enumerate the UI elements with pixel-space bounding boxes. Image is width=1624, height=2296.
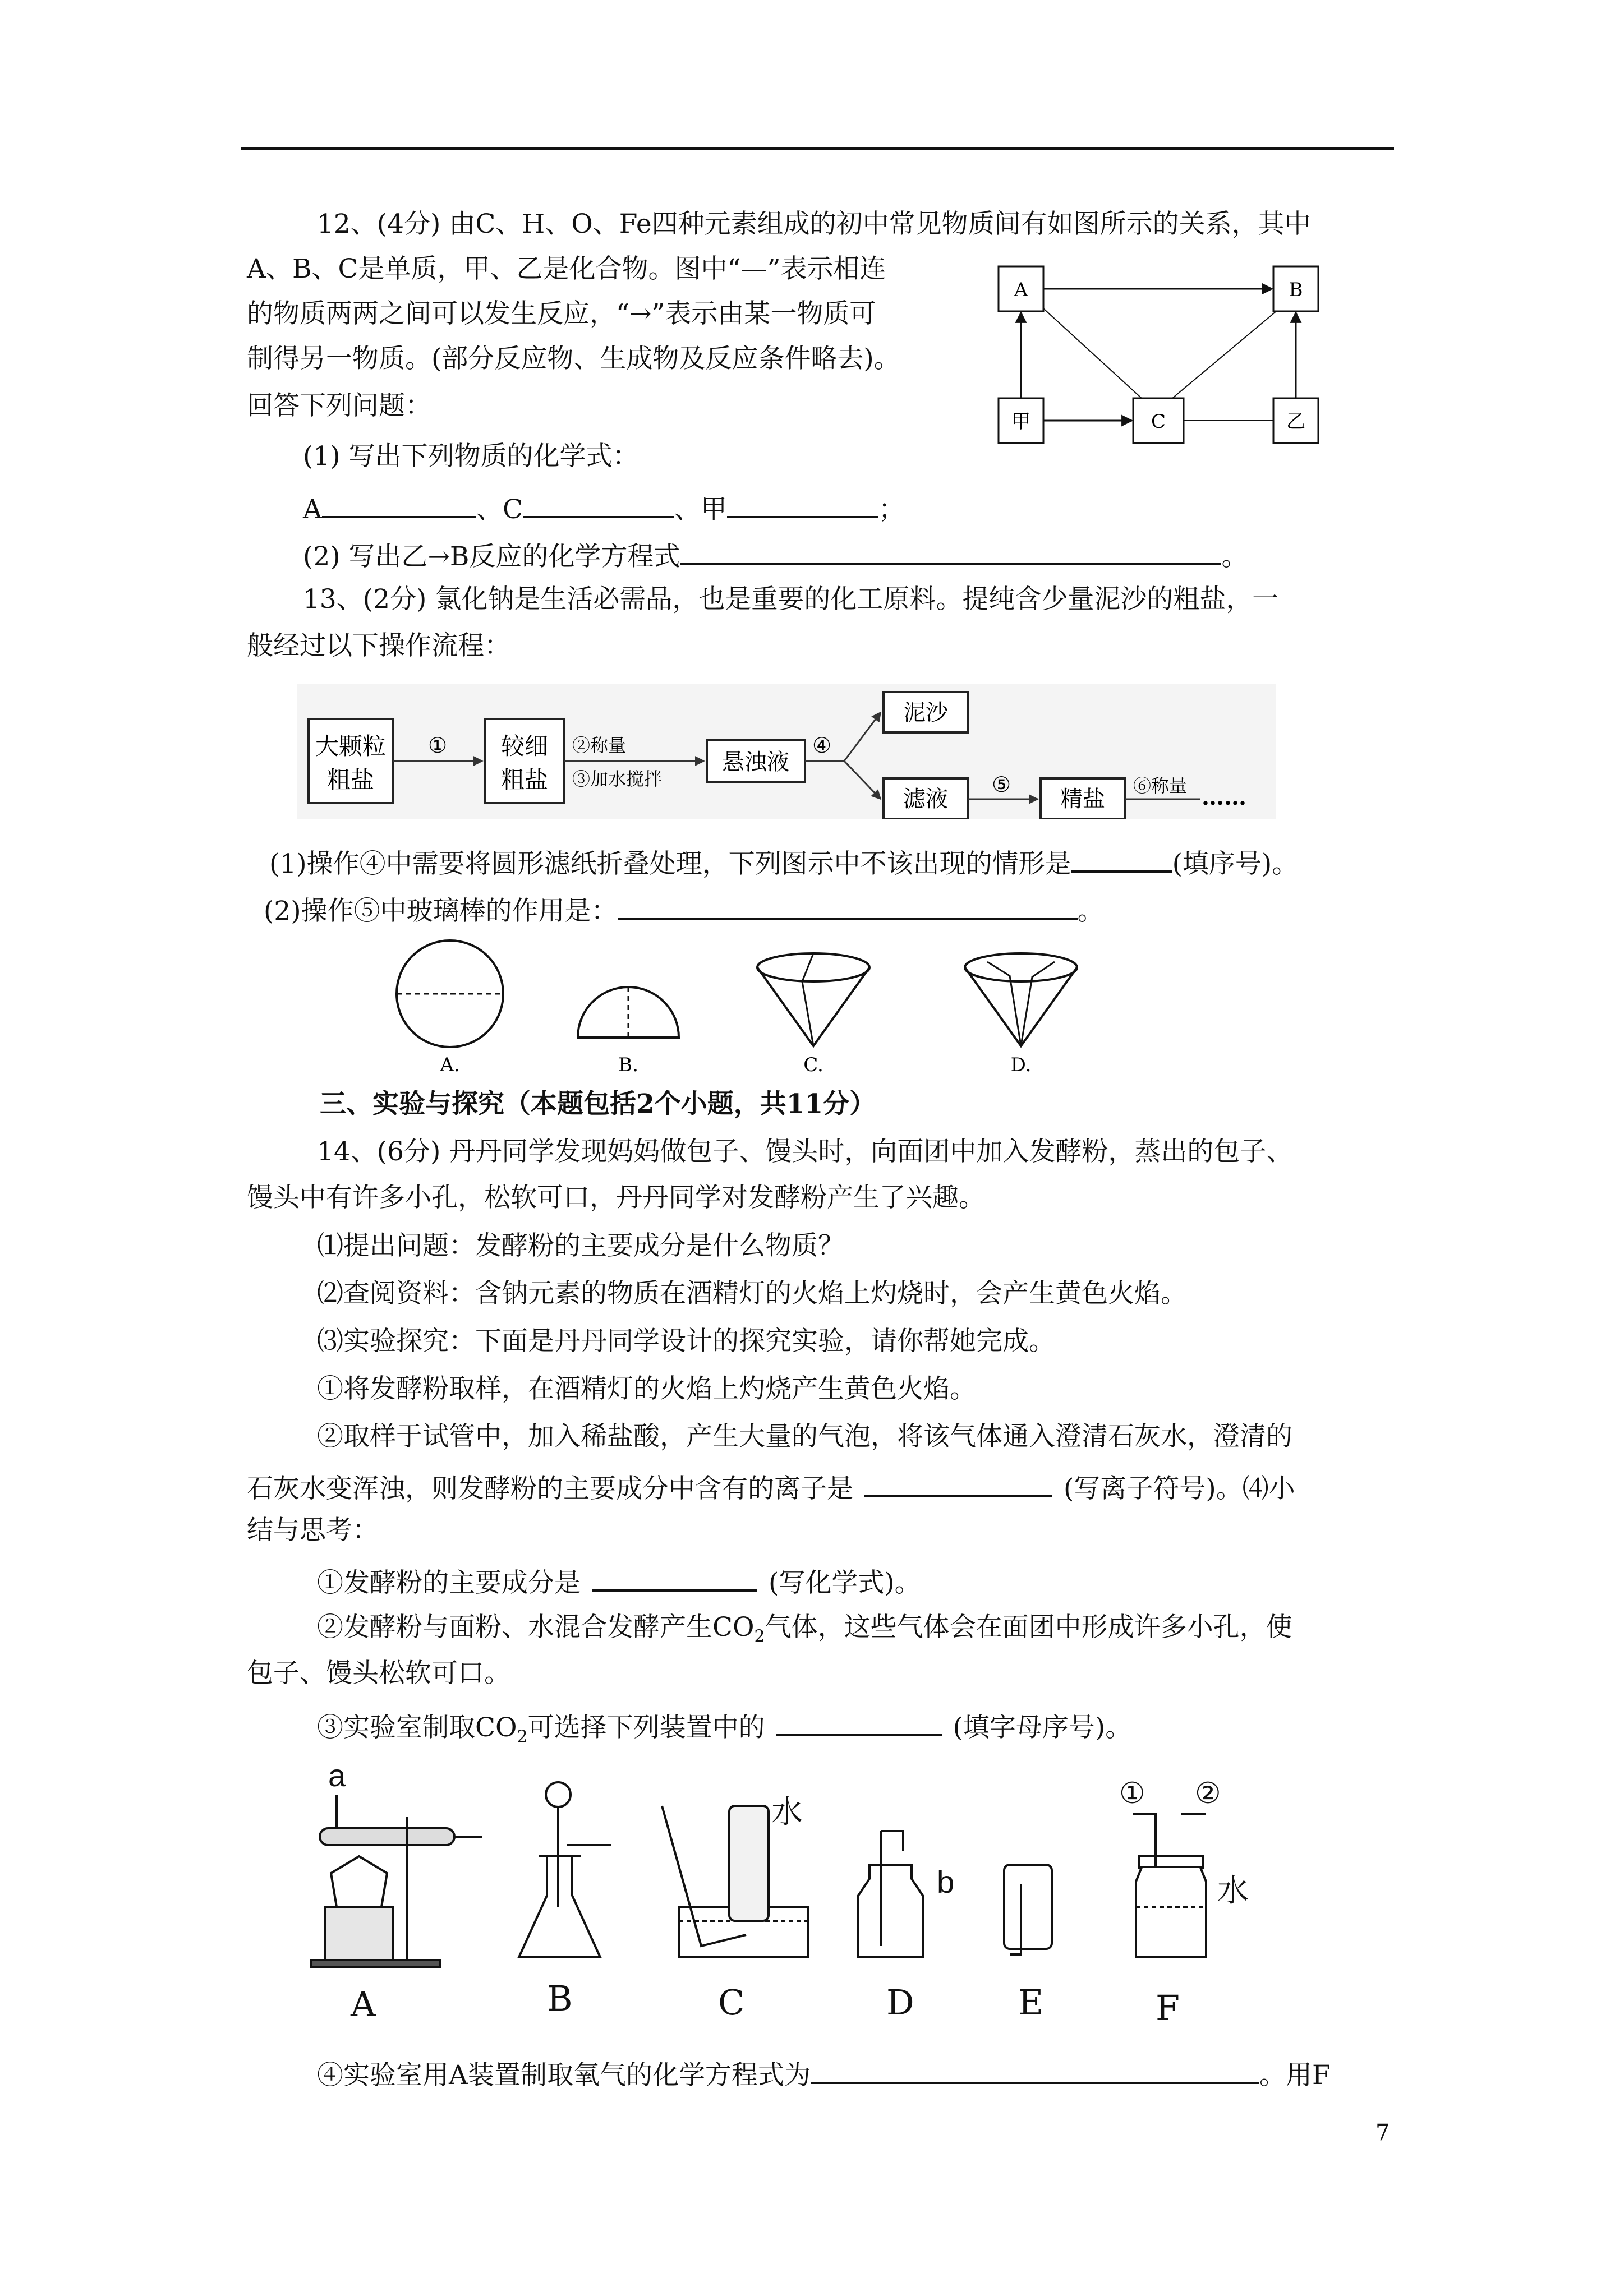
apparatus-label-f: F	[1156, 1988, 1180, 2028]
q14-line8-end: (写离子符号)。⑷小	[1064, 1473, 1295, 1504]
q14-line5: ⑶实验探究：下面是丹丹同学设计的探究实验，请你帮她完成。	[317, 1326, 1055, 1357]
line-a-c	[1043, 308, 1142, 398]
q12-line1: 12、(4分) 由C、H、O、Fe四种元素组成的初中常见物质间有如图所示的关系，其中	[317, 209, 1311, 239]
answer-blank-equation[interactable]	[680, 538, 1221, 565]
q14-line10-text: ①发酵粉的主要成分是	[317, 1567, 581, 1598]
lab-apparatus-figure	[297, 1761, 1374, 2030]
diagram-label-c: C	[1151, 411, 1166, 433]
q13-part2-text: (2)操作⑤中玻璃棒的作用是：	[264, 896, 618, 926]
label-port-2: ②	[1195, 1777, 1221, 1810]
answer-blank-c[interactable]	[523, 491, 674, 518]
answer-blank-jia[interactable]	[727, 491, 878, 518]
fig-label-c: C.	[803, 1054, 823, 1076]
period: 。	[1221, 541, 1248, 572]
line-b-c	[1172, 311, 1276, 398]
section-3-title: 三、实验与探究（本题包括2个小题，共11分）	[320, 1089, 876, 1119]
q12-part1: (1) 写出下列物质的化学式：	[303, 441, 639, 472]
q14-line13	[317, 1709, 1131, 1745]
answer-blank-fold[interactable]	[1071, 846, 1172, 873]
q14-line8-text: 石灰水变浑浊，则发酵粉的主要成分中含有的离子是	[247, 1473, 853, 1504]
fig-label-a: A.	[440, 1054, 460, 1076]
apparatus-label-a: A	[351, 1984, 376, 2025]
q14-line14	[317, 2057, 1331, 2091]
label-c: 、C	[476, 494, 523, 525]
q14-line7: ②取样于试管中，加入稀盐酸，产生大量的气泡，将该气体通入澄清石灰水，澄清的	[317, 1421, 1292, 1452]
flow-text-b1b: 粗盐	[326, 766, 375, 794]
q12-line2: A、B、C是单质，甲、乙是化合物。图中“—”表示相连	[247, 253, 886, 284]
flow-step-3: ③加水搅拌	[572, 768, 663, 790]
diagram-label-jia: 甲	[1011, 411, 1030, 433]
answer-blank-formula[interactable]	[592, 1565, 757, 1592]
answer-blank-apparatus[interactable]	[776, 1709, 942, 1736]
flow-text-b6: 精盐	[1060, 786, 1105, 812]
q14-line13-mid: 可选择下列装置中的	[527, 1712, 765, 1743]
q14-line3: ⑴提出问题：发酵粉的主要成分是什么物质？	[317, 1230, 844, 1261]
q14-line14-end: 。用F	[1259, 2060, 1331, 2091]
q12-line3: 的物质两两之间可以发生反应，“→”表示由某一物质可	[247, 298, 876, 329]
q13-part1-end: (填序号)。	[1172, 849, 1299, 879]
label-jia: 、甲	[674, 494, 727, 525]
apparatus-b	[519, 1782, 611, 1957]
q14-line13-end: (填字母序号)。	[953, 1712, 1132, 1743]
q14-line1: 14、(6分) 丹丹同学发现妈妈做包子、馒头时，向面团中加入发酵粉，蒸出的包子、	[317, 1136, 1293, 1167]
flow-step-5: ⑤	[991, 772, 1011, 797]
fig-label-b: B.	[618, 1054, 638, 1076]
q12-formula-line	[303, 491, 905, 523]
apparatus-c	[662, 1794, 808, 1957]
flow-step-6: ⑥称量	[1133, 775, 1188, 796]
q14-line10	[317, 1565, 921, 1596]
flow-ellipsis: ……	[1202, 784, 1246, 810]
q14-line2: 馒头中有许多小孔，松软可口，丹丹同学对发酵粉产生了兴趣。	[247, 1182, 985, 1213]
q12-part2	[303, 538, 1248, 570]
apparatus-label-e: E	[1018, 1982, 1044, 2023]
q14-line6: ①将发酵粉取样，在酒精灯的火焰上灼烧产生黄色火焰。	[317, 1373, 976, 1404]
q14-line11-text: ②发酵粉与面粉、水混合发酵产生CO	[317, 1612, 755, 1643]
header-rule	[241, 147, 1394, 150]
flow-text-b3: 悬浊液	[722, 749, 789, 775]
answer-blank-oxygen-equation[interactable]	[811, 2057, 1259, 2084]
fig-half-circle	[578, 987, 679, 1038]
q13-part1	[269, 846, 1298, 877]
q14-line14-text: ④实验室用A装置制取氧气的化学方程式为	[317, 2060, 811, 2091]
apparatus-a	[311, 1761, 482, 1967]
co2-subscript: 2	[754, 1626, 765, 1647]
label-water-c: 水	[771, 1794, 803, 1829]
fig-cone-c-rim	[757, 953, 869, 981]
q12-line4: 制得另一物质。(部分反应物、生成物及反应条件略去)。	[247, 343, 900, 374]
filter-paper-fold-figures	[387, 937, 1144, 1077]
q14-line9: 结与思考：	[247, 1515, 379, 1546]
q14-line4: ⑵查阅资料：含钠元素的物质在酒精灯的火焰上灼烧时，会产生黄色火焰。	[317, 1278, 1187, 1309]
flow-text-b2b: 粗盐	[500, 766, 549, 794]
q13-part2-end: 。	[1077, 896, 1104, 926]
answer-blank-a[interactable]	[322, 491, 476, 518]
apparatus-label-c: C	[718, 1982, 745, 2023]
flow-text-b4: 泥沙	[903, 700, 948, 726]
q13-part1-text: (1)操作④中需要将圆形滤纸折叠处理，下列图示中不该出现的情形是	[269, 849, 1071, 879]
flow-text-b5: 滤液	[903, 786, 948, 812]
apparatus-f	[1119, 1777, 1249, 1957]
answer-blank-ion[interactable]	[864, 1470, 1052, 1497]
q12-part2-text: (2) 写出乙→B反应的化学方程式	[303, 541, 680, 572]
q14-line13-text: ③实验室制取CO	[317, 1712, 517, 1743]
flow-step-2: ②称量	[572, 735, 627, 756]
flow-text-b1a: 大颗粒	[315, 732, 387, 760]
q14-line8	[247, 1470, 1295, 1502]
diagram-label-a: A	[1014, 279, 1028, 301]
flow-text-b2a: 较细	[500, 732, 549, 760]
q12-relation-diagram	[993, 255, 1329, 457]
q13-line1: 13、(2分) 氯化钠是生活必需品，也是重要的化工原料。提纯含少量泥沙的粗盐，一	[303, 584, 1279, 615]
label-b-bottle: b	[937, 1864, 955, 1899]
apparatus-label-d: D	[886, 1982, 914, 2023]
q14-line11-end: 气体，这些气体会在面团中形成许多小孔，使	[765, 1612, 1292, 1643]
q14-line11	[317, 1614, 1292, 1645]
label-a-tube: a	[328, 1761, 346, 1793]
semicolon: ；	[878, 494, 905, 525]
label-water-f: 水	[1217, 1873, 1249, 1908]
apparatus-label-b: B	[547, 1978, 573, 2019]
diagram-label-yi: 乙	[1286, 411, 1305, 433]
q12-line5: 回答下列问题：	[247, 390, 431, 421]
q14-line10-end: (写化学式)。	[769, 1567, 921, 1598]
label-port-1: ①	[1119, 1777, 1145, 1810]
apparatus-e	[1004, 1865, 1052, 1954]
q13-part2	[264, 893, 1104, 924]
answer-blank-glass-rod[interactable]	[618, 893, 1078, 920]
flow-step-4: ④	[812, 733, 832, 758]
salt-purification-flowchart	[297, 684, 1276, 819]
page-number: 7	[1375, 2120, 1390, 2146]
flow-step-1: ①	[427, 733, 448, 758]
q13-line2: 般经过以下操作流程：	[247, 630, 510, 661]
label-a: A	[303, 494, 322, 525]
q14-line12: 包子、馒头松软可口。	[247, 1658, 510, 1689]
apparatus-d	[858, 1831, 954, 1957]
diagram-label-b: B	[1289, 279, 1303, 301]
co2-subscript-2: 2	[517, 1727, 528, 1747]
fig-cone-d-rim	[965, 953, 1077, 981]
fig-label-d: D.	[1010, 1054, 1032, 1076]
